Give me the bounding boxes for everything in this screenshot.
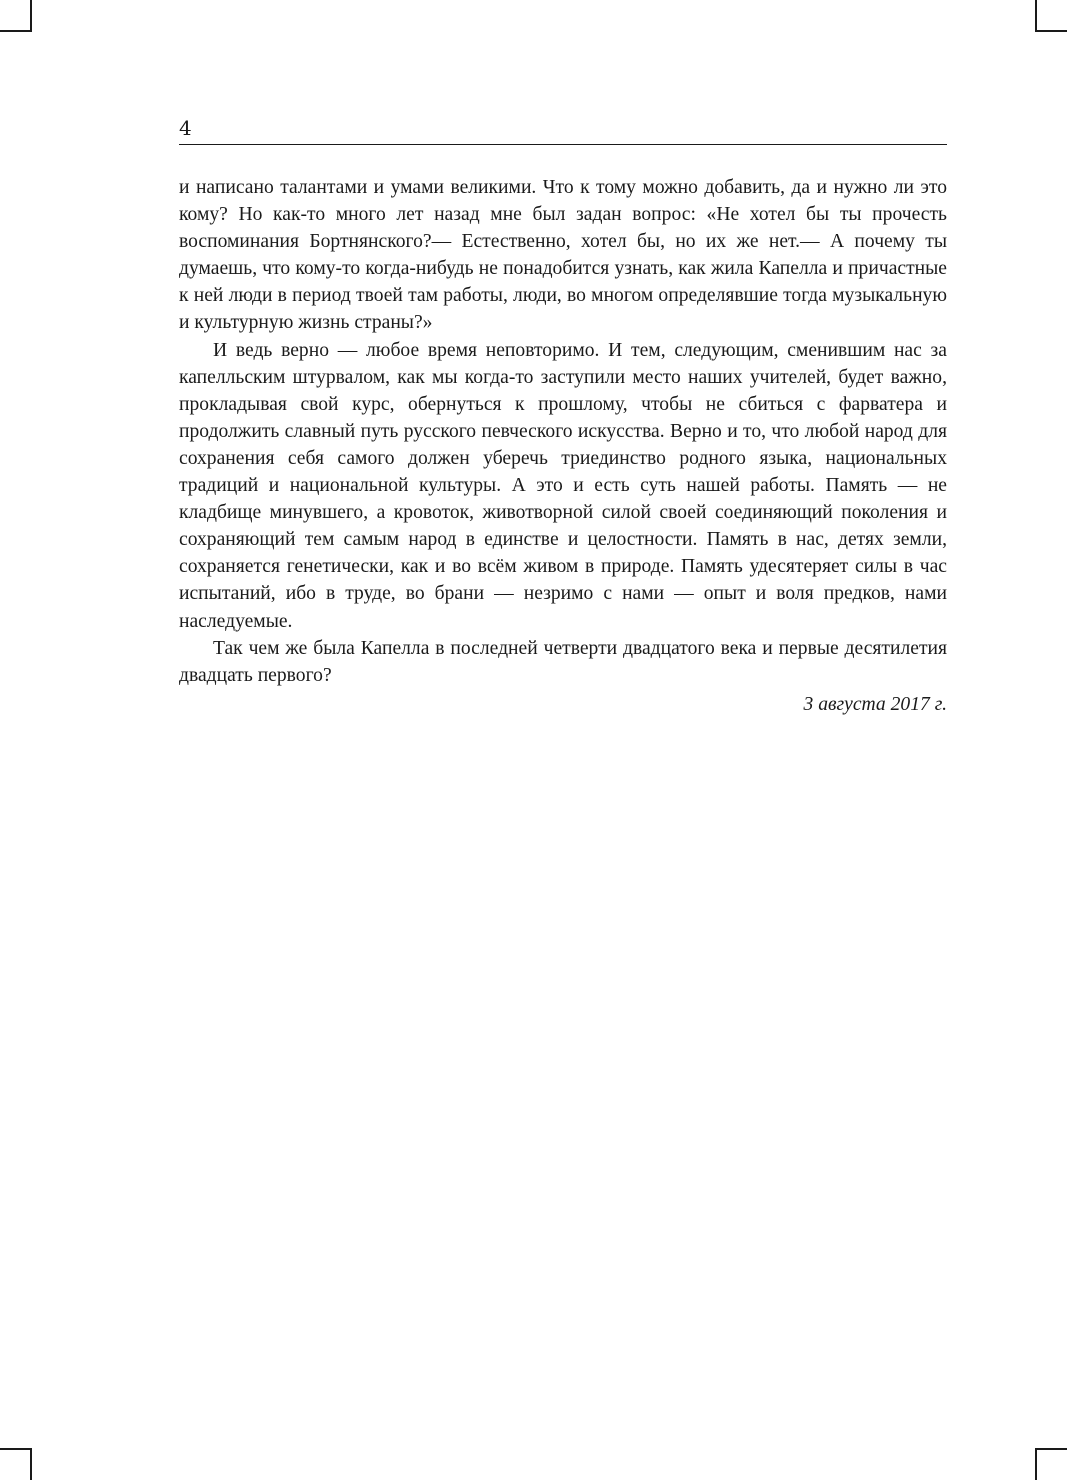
crop-mark-top-right-vertical [1035,0,1037,32]
crop-mark-bottom-right-vertical [1035,1448,1037,1480]
crop-mark-top-left-horizontal [0,30,32,32]
crop-mark-top-right-horizontal [1035,30,1067,32]
paragraph-continued: и написано талантами и умами великими. Что к тому можно добавить, да и нужно ли это кому? Но как-то много лет назад мне был задан вопрос: «Не хотел бы ты прочесть воспоминания Бортнянского?— Естественно, хотел бы, но их же нет.— А почему ты думаешь, что кому-то когда-нибудь не понадобится узнать, как жила Капелла и причастные к ней люди в период твоей там работы, люди, во многом определявшие тогда музыкальную и культурную жизнь страны?» [179,177,947,334]
crop-mark-top-left-vertical [30,0,32,32]
paragraph: Так чем же была Капелла в последней четверти двадцатого века и первые десятилетия двадцать первого? [179,637,947,686]
signature-date: 3 августа 2017 г. [803,693,947,715]
crop-mark-bottom-right-horizontal [1035,1448,1067,1450]
crop-mark-bottom-left-vertical [30,1448,32,1480]
paragraph: И ведь верно — любое время неповторимо. И тем, следующим, сменившим нас за капелльским штурвалом, как мы когда-то заступили место наших учителей, будет важно, прокладывая свой курс, обернуться к прошлому, чтобы не сбиться с фарватера и продолжить славный путь русского певческого искусства. Верно и то, что любой народ для сохранения себя самого должен уберечь триединство родного языка, национальных традиций и национальной культуры. А это и есть суть нашей работы. Память — не кладбище минувшего, а кровоток, животворной силой своей соединяющий поколения и сохраняющий тем самым народ в единстве и целостности. Память в нас, детях земли, сохраняется генетически, как и во всём живом в природе. Память удесятеряет силы в час испытаний, ибо в труде, во брани — незримо с нами — опыт и воля предков, нами наследуемые. [179,339,947,632]
running-header [179,114,947,145]
body-text [179,174,947,718]
page-number: 4 [179,116,192,140]
crop-mark-bottom-left-horizontal [0,1448,32,1450]
